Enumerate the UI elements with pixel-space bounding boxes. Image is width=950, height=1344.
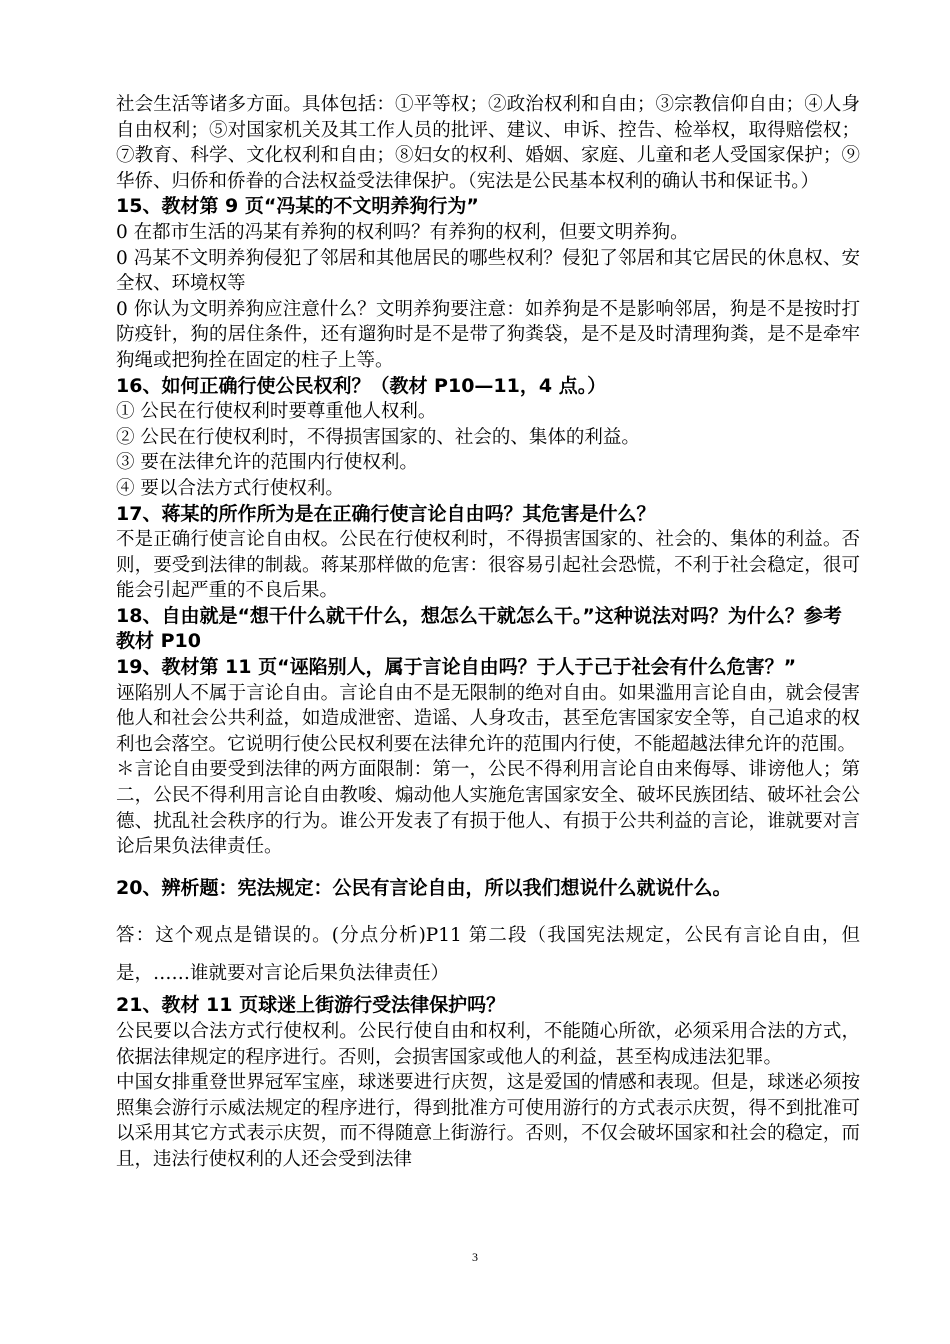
paragraph-q21-a: 公民要以合法方式行使权利。公民行使自由和权利，不能随心所欲，必须采用合法的方式，依据法律规定的程序进行。否则，会损害国家或他人的利益，甚至构成违法犯罪。 [116,1021,860,1068]
list-item-q16-4: ④ 要以合法方式行使权利。 [116,477,344,499]
heading-q20: 20、辨析题：宪法规定：公民有言论自由，所以我们想说什么就说什么。 [116,876,732,899]
list-item-q16-1: ① 公民在行使权利时要尊重他人权利。 [116,401,437,423]
paragraph-q15-c: 0 你认为文明养狗应注意什么？文明养狗要注意：如养狗是不是影响邻居，狗是不是按时打防疫针，狗的居住条件，还有遛狗时是不是带了狗粪袋，是不是及时清理狗粪，是不是牵牢狗绳或把狗拴在固定的柱子上等。 [116,298,860,371]
paragraph-q17: 不是正确行使言论自由权。公民在行使权利时，不得损害国家的、社会的、集体的利益。否则，要受到法律的制裁。蒋某那样做的危害：很容易引起社会恐慌，不利于社会稳定，很可能会引起严重的不良后果。 [116,529,860,602]
heading-q19: 19、教材第 11 页“诬陷别人，属于言论自由吗？于人于己于社会有什么危害？” [116,656,797,679]
paragraph-q21-b: 中国女排重登世界冠军宝座，球迷要进行庆贺，这是爱国的情感和表现。但是，球迷必须按照集会游行示威法规定的程序进行，得到批准方可使用游行的方式表示庆贺，得不到批准可以采用其它方式表示庆贺，而不得随意上街游行。否则，不仅会破坏国家和社会的稳定，而且，违法行使权利的人还会受到法律 [116,1072,860,1170]
document-body [116,92,860,1173]
heading-q17: 17、蒋某的所作所为是在正确行使言论自由吗？其危害是什么？ [116,502,656,525]
paragraph-q19-b: ＊言论自由要受到法律的两方面限制：第一，公民不得利用言论自由来侮辱、诽谤他人；第二，公民不得利用言论自由教唆、煽动他人实施危害国家安全、破坏民族团结、破坏社会公德、扰乱社会秩序的行为。谁公开发表了有损于他人、有损于公共利益的言论，谁就要对言论后果负法律责任。 [116,759,860,858]
heading-q15: 15、教材第 9 页“冯某的不文明养狗行为” [116,195,479,218]
paragraph-q15-a: 0 在都市生活的冯某有养狗的权利吗？有养狗的权利，但要文明养狗。 [116,221,689,243]
paragraph-rights-list: 社会生活等诸多方面。具体包括：①平等权；②政治权利和自由；③宗教信仰自由；④人身自由权利；⑤对国家机关及其工作人员的批评、建议、申诉、控告、检举权，取得赔偿权；⑦教育、科学、文化权利和自由；⑧妇女的权利、婚姻、家庭、儿童和老人受国家保护；⑨华侨、归侨和侨眷的合法权益受法律保护。（宪法是公民基本权利的确认书和保证书。） [116,94,860,192]
paragraph-q15-b: 0 冯某不文明养狗侵犯了邻居和其他居民的哪些权利？侵犯了邻居和其它居民的休息权、安全权、环境权等 [116,247,860,295]
paragraph-q20-answer: 答：这个观点是错误的。(分点分析)P11 第二段（我国宪法规定，公民有言论自由，但是，……谁就要对言论后果负法律责任） [116,925,860,985]
list-item-q16-3: ③ 要在法律允许的范围内行使权利。 [116,452,418,474]
paragraph-q19-a: 诬陷别人不属于言论自由。言论自由不是无限制的绝对自由。如果滥用言论自由，就会侵害他人和社会公共利益，如造成泄密、造谣、人身攻击，甚至危害国家安全等，自己追求的权利也会落空。它说明行使公民权利要在法律允许的范围内行使，不能超越法律允许的范围。 [116,682,860,755]
heading-q18: 18、自由就是“想干什么就干什么，想怎么干就怎么干。”这种说法对吗？为什么？参考教材 P10 [116,604,842,653]
heading-q16: 16、如何正确行使公民权利？（教材 P10—11，4 点。） [116,374,607,397]
heading-q21: 21、教材 11 页球迷上街游行受法律保护吗？ [116,994,506,1017]
list-item-q16-2: ② 公民在行使权利时，不得损害国家的、社会的、集体的利益。 [116,426,640,448]
page-number: 3 [472,1250,478,1264]
